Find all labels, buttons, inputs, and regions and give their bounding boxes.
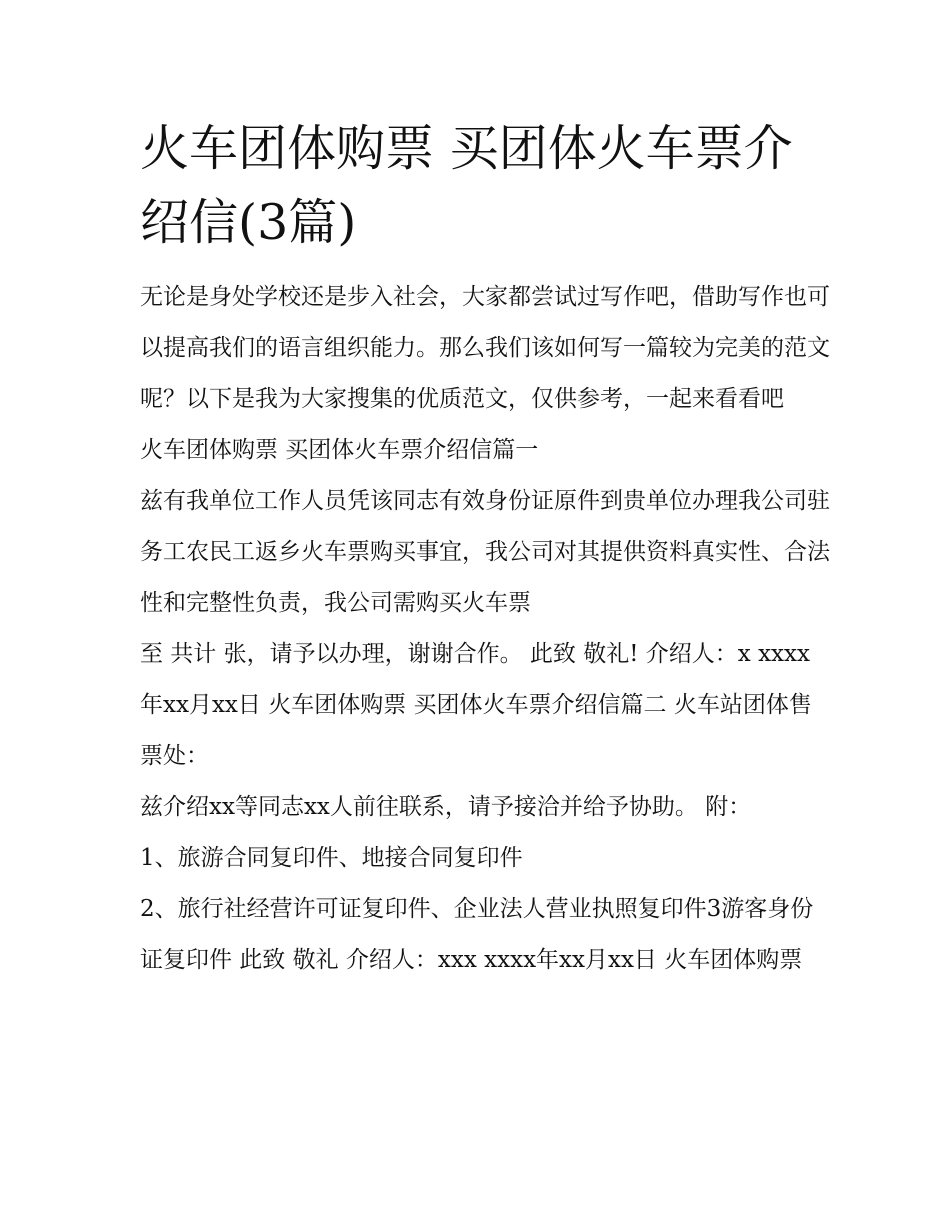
body-paragraph: 兹介绍xx等同志xx人前往联系，请予接洽并给予协助。 附： xyxy=(140,794,752,820)
list-item: 1、旅游合同复印件、地接合同复印件 xyxy=(140,845,523,871)
section-heading-one: 火车团体购票 买团体火车票介绍信篇一 xyxy=(140,437,539,463)
intro-paragraph: 无论是身处学校还是步入社会，大家都尝试过写作吧，借助写作也可以提高我们的语言组织能力。那么我们该如何写一篇较为完美的范文呢？以下是我为大家搜集的优质范文，仅供参考，一起来看看吧 xyxy=(140,284,830,412)
list-item: 2、旅行社经营许可证复印件、企业法人营业执照复印件3游客身份证复印件 此致 敬礼 介绍人：xxx xxxx年xx月xx日 火车团体购票 xyxy=(140,896,814,973)
body-paragraph: 兹有我单位工作人员凭该同志有效身份证原件到贵单位办理我公司驻务工农民工返乡火车票购买事宜，我公司对其提供资料真实性、合法性和完整性负责，我公司需购买火车票 xyxy=(140,488,830,616)
document-title: 火车团体购票 买团体火车票介绍信(3篇) xyxy=(140,120,793,251)
body-paragraph: 至 共计 张，请予以办理，谢谢合作。 此致 敬礼! 介绍人：x xxxx年xx月xx日 火车团体购票 买团体火车票介绍信篇二 火车站团体售票处： xyxy=(140,641,812,769)
document-body xyxy=(140,272,830,986)
